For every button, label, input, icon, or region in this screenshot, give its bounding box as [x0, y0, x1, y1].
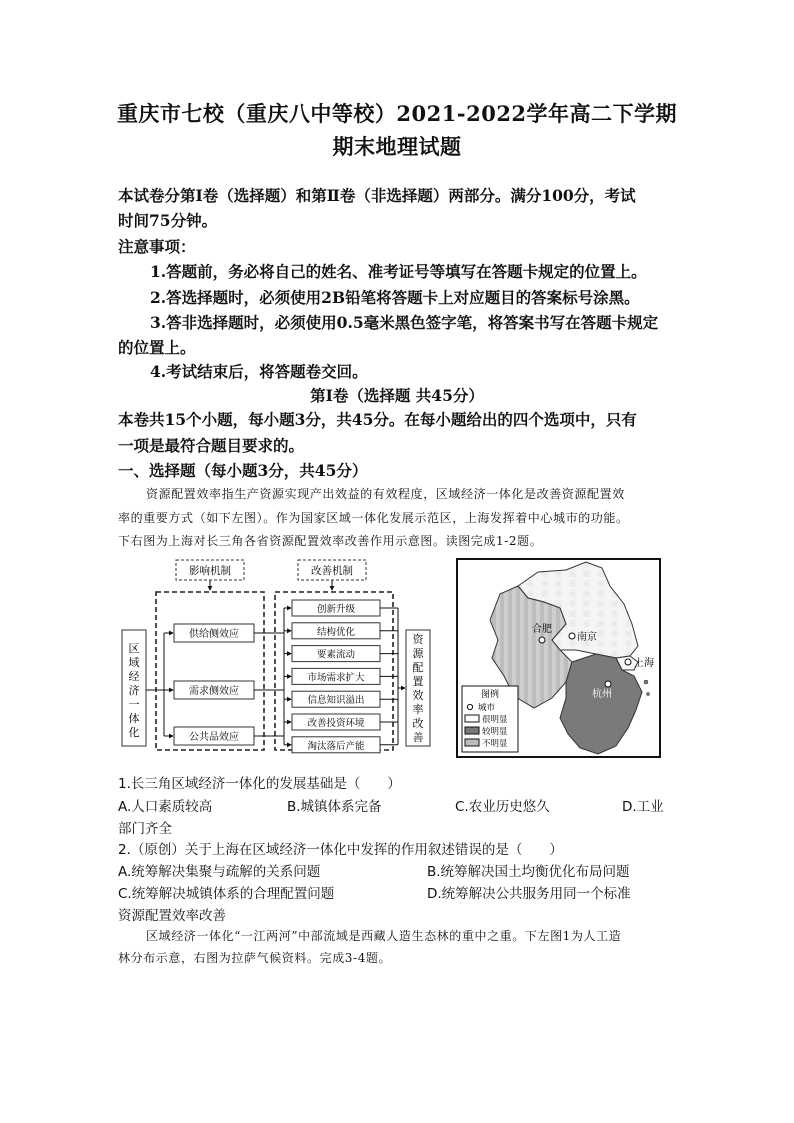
effect-label: 公共品效应 [189, 732, 239, 743]
q2-option-b[interactable]: B.统筹解决国土均衡优化布局问题 [427, 864, 630, 880]
notice-1: 1.答题前，务必将自己的姓名、准考证号等填写在答题卡规定的位置上。 [150, 262, 647, 281]
q1-option-a[interactable]: A.人口素质较高 [118, 799, 213, 815]
nanjing-city-marker [569, 633, 575, 639]
shanghai-city-marker [625, 659, 631, 665]
q2-option-d[interactable]: D.统筹解决公共服务用同一个标准 [427, 886, 631, 902]
legend-very-swatch [465, 715, 479, 722]
legend-title: 图例 [480, 690, 500, 700]
paper-title-line-1: 重庆市七校（重庆八中等校）2021-2022学年高二下学期 [116, 101, 678, 126]
mechanism-label: 改善投资环境 [307, 718, 365, 729]
effect-label: 需求侧效应 [189, 686, 239, 697]
q1-stem: 1.长三角区域经济一体化的发展基础是（ ） [118, 776, 401, 792]
material1-line-1: 资源配置效率指生产资源实现产出效益的有效程度，区域经济一体化是改善资源配置效 [146, 487, 625, 501]
legend-city-symbol [467, 704, 472, 709]
mechanism-label: 要素流动 [316, 649, 356, 661]
notice-heading: 注意事项： [118, 237, 196, 256]
q1-option-c[interactable]: C.农业历史悠久 [455, 799, 550, 815]
legend-city: 城市 [478, 703, 496, 713]
q2-option-c[interactable]: C.统筹解决城镇体系的合理配置问题 [118, 886, 335, 902]
q2-option-d-cont: 资源配置效率改善 [118, 908, 226, 924]
legend-quite: 较明显 [482, 727, 508, 737]
shanghai-label: 上海 [634, 658, 654, 669]
material2-line-2: 林分布示意，右图为拉萨气候资料。完成3-4题。 [118, 951, 392, 965]
mechanism-label: 结构优化 [316, 626, 356, 638]
legend-quite-swatch [465, 727, 479, 734]
q1-option-d-cont: 部门齐全 [118, 821, 172, 837]
q1-option-d[interactable]: D.工业 [622, 799, 664, 815]
paper-title-line-2: 期末地理试题 [332, 134, 462, 159]
mechanism-label: 创新升级 [316, 604, 356, 615]
notice-4: 4.考试结束后，将答题卷交回。 [150, 362, 368, 381]
influence-group [156, 592, 264, 750]
q2-option-a[interactable]: A.统筹解决集聚与疏解的关系问题 [118, 864, 321, 880]
effect-label: 供给侧效应 [189, 629, 239, 640]
legend-very: 很明显 [482, 715, 508, 725]
hangzhou-label: 杭州 [592, 689, 612, 700]
legend-not: 不明显 [482, 739, 508, 749]
yangtze-delta-map [456, 558, 661, 758]
flow-diagram [118, 558, 448, 758]
mechanism-label: 信息知识溢出 [307, 695, 365, 707]
q2-stem: 2.（原创）关于上海在区域经济一体化中发挥的作用叙述错误的是（ ） [118, 842, 563, 858]
influence-title: 影响机制 [189, 565, 231, 577]
left-label: 区域经济一体化 [128, 642, 140, 739]
q1-option-b[interactable]: B.城镇体系完备 [287, 799, 382, 815]
improve-title: 改善机制 [311, 565, 353, 577]
hefei-city-marker [539, 637, 545, 643]
material2-line-1: 区域经济一体化“一江两河”中部流域是西藏人造生态林的重中之重。下左图1为人工造 [146, 929, 622, 943]
part1-desc-1: 本卷共15个小题，每小题3分，共45分。在每小题给出的四个选项中，只有 [118, 410, 637, 429]
part1-heading: 第Ⅰ卷（选择题 共45分） [310, 386, 484, 405]
part1-desc-2: 一项是最符合题目要求的。 [118, 436, 305, 455]
material1-line-3: 下右图为上海对长三角各省资源配置效率改善作用示意图。读图完成1-2题。 [118, 534, 543, 548]
nanjing-label: 南京 [577, 632, 597, 643]
intro-line-2: 时间75分钟。 [118, 211, 218, 230]
section-heading: 一、选择题（每小题3分，共45分） [118, 461, 368, 480]
hefei-label: 合肥 [532, 624, 552, 635]
notice-2: 2.答选择题时，必须使用2B铅笔将答题卡上对应题目的答案标号涂黑。 [150, 288, 640, 307]
notice-3-cont: 的位置上。 [118, 338, 196, 357]
right-label: 资源配置效率改善 [412, 633, 424, 744]
mechanism-label: 市场需求扩大 [307, 672, 365, 684]
mechanism-label: 淘汰落后产能 [307, 740, 365, 752]
legend-not-swatch [465, 739, 479, 746]
hangzhou-city-marker [605, 681, 611, 687]
notice-3: 3.答非选择题时，必须使用0.5毫米黑色签字笔，将答案书写在答题卡规定 [150, 313, 659, 332]
intro-line-1: 本试卷分第Ⅰ卷（选择题）和第Ⅱ卷（非选择题）两部分。满分100分，考试 [118, 186, 636, 205]
material1-line-2: 率的重要方式（如下左图）。作为国家区域一体化发展示范区，上海发挥着中心城市的功能。 [118, 511, 629, 525]
